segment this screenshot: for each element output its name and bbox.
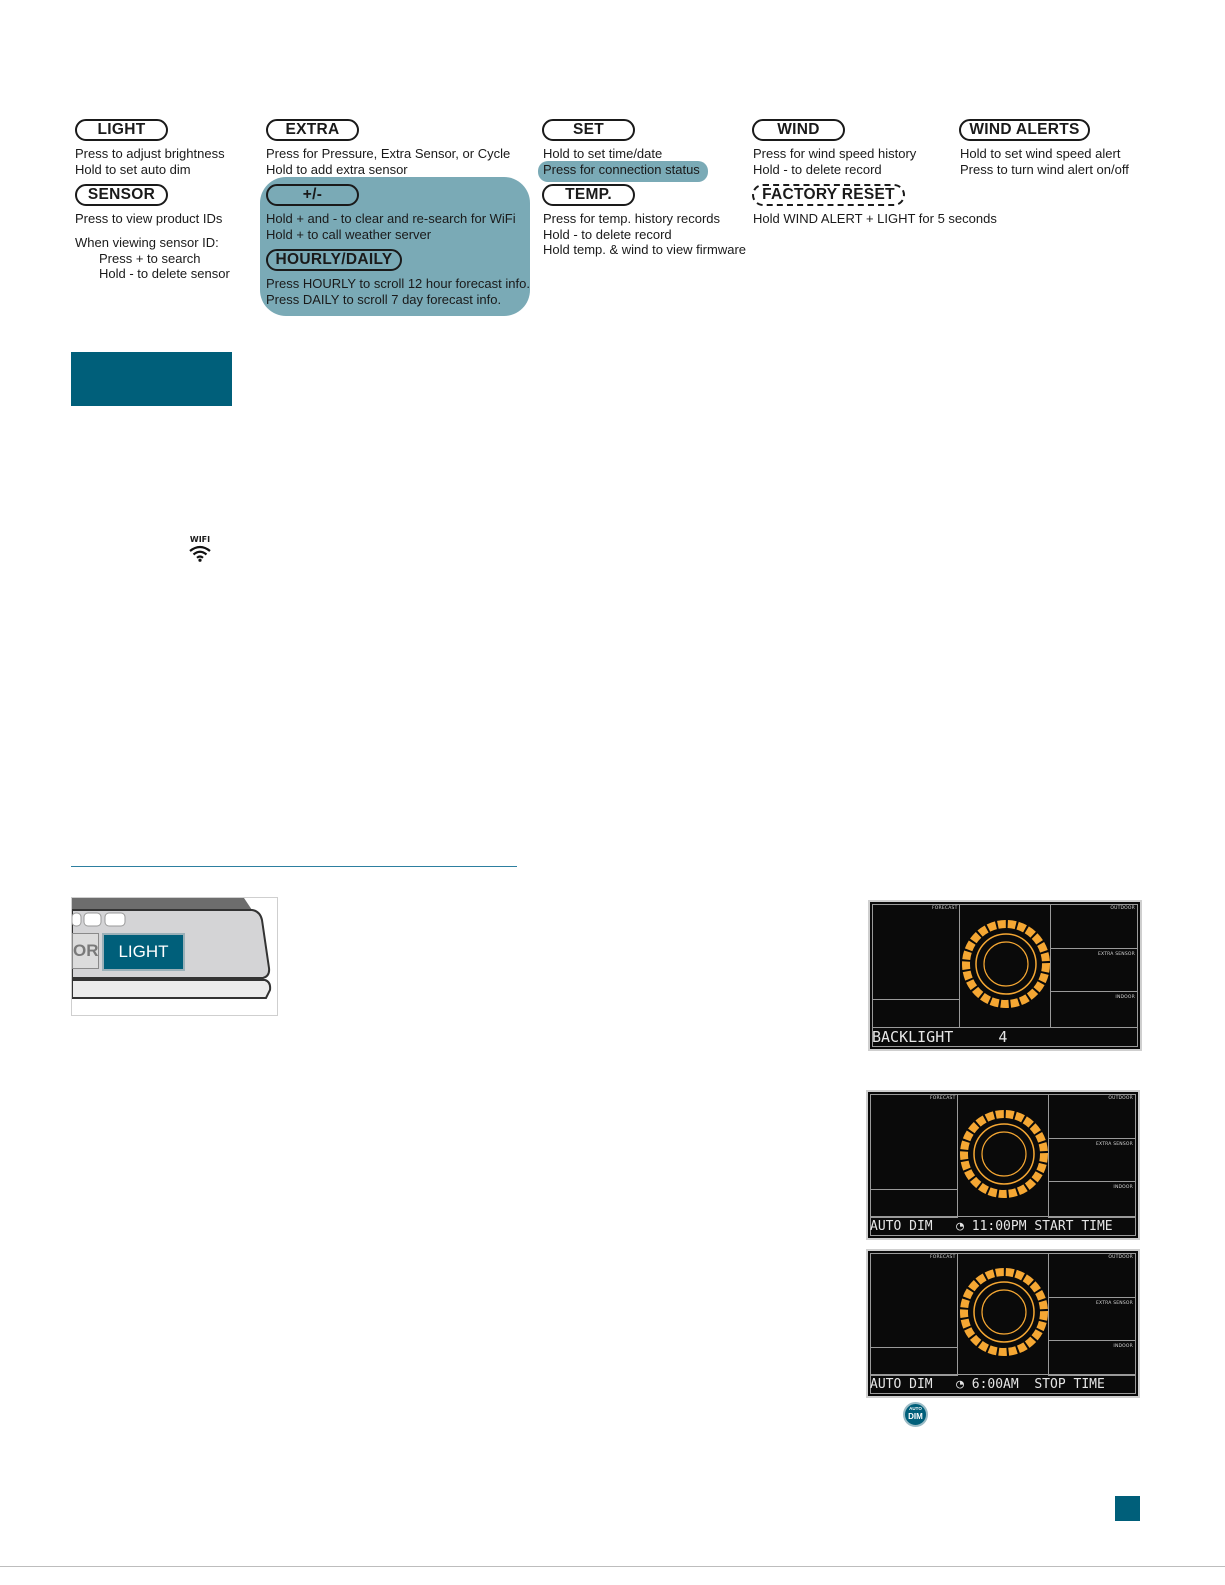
lcd-forecast-label: FORECAST	[932, 906, 958, 911]
page-number-block	[1115, 1496, 1140, 1521]
light-button-illustration: LIGHT	[102, 933, 185, 971]
hourly-daily-button[interactable]: HOURLY/DAILY	[266, 249, 402, 271]
lcd-readout: AUTO DIM ◔ 6:00AM STOP TIME	[870, 1374, 1136, 1394]
lcd-forecast-label: FORECAST	[930, 1096, 956, 1101]
wind-alerts-button[interactable]: WIND ALERTS	[959, 119, 1090, 141]
sensor-desc-3: Press + to search	[99, 251, 201, 266]
light-desc-1: Press to adjust brightness	[75, 146, 225, 161]
wind-desc-1: Press for wind speed history	[753, 146, 917, 161]
lcd-forecast-lower	[870, 1189, 958, 1218]
lcd-forecast-lower	[872, 999, 960, 1028]
hourly-daily-desc-1: Press HOURLY to scroll 12 hour forecast info.	[266, 276, 530, 291]
sensor-desc-1: Press to view product IDs	[75, 211, 223, 226]
wind-alerts-desc-1: Hold to set wind speed alert	[960, 146, 1121, 161]
lcd-screen-auto-dim-start	[866, 1090, 1140, 1240]
wifi-label: WIFI	[189, 535, 211, 544]
temp-desc-3: Hold temp. & wind to view firmware	[543, 242, 747, 257]
plus-minus-desc-1: Hold + and - to clear and re-search for WiFi	[266, 211, 516, 226]
wifi-icon	[187, 535, 213, 563]
wifi-waves-icon	[187, 544, 213, 562]
lcd-readout: BACKLIGHT 4	[872, 1027, 1138, 1047]
set-desc-2: Press for connection status	[543, 162, 700, 177]
extra-desc-1: Press for Pressure, Extra Sensor, or Cycle	[266, 146, 511, 161]
compass-ring-icon	[958, 1266, 1050, 1358]
temp-desc-2: Hold - to delete record	[543, 227, 672, 242]
lcd-outdoor-label: OUTDOOR	[1110, 906, 1135, 911]
light-button[interactable]: LIGHT	[75, 119, 168, 141]
lcd-extra-sensor-label: EXTRA SENSOR	[1095, 1142, 1133, 1147]
section-divider	[71, 866, 517, 867]
lcd-right-divider-1	[1048, 1297, 1136, 1298]
lcd-right-divider-2	[1048, 1181, 1136, 1182]
plus-minus-button[interactable]: +/-	[266, 184, 359, 206]
lcd-right-divider-1	[1048, 1138, 1136, 1139]
factory-reset-desc: Hold WIND ALERT + LIGHT for 5 seconds	[753, 211, 997, 226]
wind-desc-2: Hold - to delete record	[753, 162, 882, 177]
section-header-block	[71, 352, 232, 406]
set-desc-1: Hold to set time/date	[543, 146, 663, 161]
lcd-screen-auto-dim-stop	[866, 1249, 1140, 1398]
factory-reset-button[interactable]: FACTORY RESET	[752, 184, 905, 206]
lcd-extra-sensor-label: EXTRA SENSOR	[1097, 952, 1135, 957]
temp-button[interactable]: TEMP.	[542, 184, 635, 206]
lcd-indoor-label: INDOOR	[1113, 1344, 1133, 1349]
lcd-right-divider-2	[1050, 991, 1138, 992]
plus-minus-desc-2: Hold + to call weather server	[266, 227, 432, 242]
wind-alerts-desc-2: Press to turn wind alert on/off	[960, 162, 1129, 177]
sensor-desc-4: Hold - to delete sensor	[99, 266, 230, 281]
lcd-right-divider-2	[1048, 1340, 1136, 1341]
set-button[interactable]: SET	[542, 119, 635, 141]
sensor-button[interactable]: SENSOR	[75, 184, 168, 206]
lcd-right-divider-1	[1050, 948, 1138, 949]
sensor-desc-2: When viewing sensor ID:	[75, 235, 219, 250]
wind-button[interactable]: WIND	[752, 119, 845, 141]
extra-desc-2: Hold to add extra sensor	[266, 162, 408, 177]
lcd-outdoor-label: OUTDOOR	[1108, 1096, 1133, 1101]
hourly-daily-desc-2: Press DAILY to scroll 7 day forecast info.	[266, 292, 502, 307]
lcd-indoor-label: INDOOR	[1115, 995, 1135, 1000]
compass-ring-icon	[958, 1108, 1050, 1200]
lcd-readout: AUTO DIM ◔ 11:00PM START TIME	[870, 1216, 1136, 1236]
lcd-outdoor-label: OUTDOOR	[1108, 1255, 1133, 1260]
light-desc-2: Hold to set auto dim	[75, 162, 191, 177]
lcd-right-panel	[1048, 1094, 1136, 1218]
lcd-forecast-label: FORECAST	[930, 1255, 956, 1260]
lcd-indoor-label: INDOOR	[1113, 1185, 1133, 1190]
compass-ring-icon	[960, 918, 1052, 1010]
extra-button[interactable]: EXTRA	[266, 119, 359, 141]
bottom-rule	[0, 1566, 1225, 1567]
lcd-screen-backlight	[868, 900, 1142, 1051]
device-illustration	[71, 897, 278, 1016]
lcd-right-panel	[1048, 1253, 1136, 1376]
temp-desc-1: Press for temp. history records	[543, 211, 720, 226]
lcd-extra-sensor-label: EXTRA SENSOR	[1095, 1301, 1133, 1306]
lcd-forecast-lower	[870, 1347, 958, 1376]
lcd-right-panel	[1050, 904, 1138, 1028]
sensor-button-partial: OR	[72, 933, 99, 969]
auto-dim-icon: AUTO DIM	[903, 1402, 928, 1427]
